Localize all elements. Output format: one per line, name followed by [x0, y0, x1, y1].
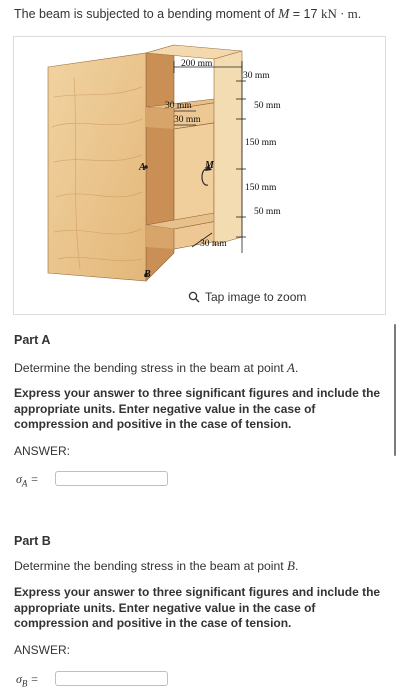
part-b-prompt-end: .: [294, 559, 299, 573]
part-a-prompt: [14, 360, 298, 376]
dim-30-top: 30 mm: [243, 71, 270, 81]
label-point-a: A: [139, 162, 146, 173]
part-b-title: Part B: [14, 534, 51, 548]
sigma-b-subscript: B: [21, 678, 28, 689]
dim-30-bottom: 30 mm: [200, 239, 227, 249]
sigma-a-input[interactable]: [55, 471, 168, 486]
magnifier-icon: [188, 291, 200, 303]
scrollbar[interactable]: [394, 324, 396, 456]
moment-period: .: [357, 7, 362, 21]
beam-illustration: [14, 37, 385, 314]
moment-unit: kN · m: [320, 6, 358, 21]
beam-figure[interactable]: [13, 36, 386, 315]
dim-150-2: 150 mm: [245, 183, 277, 193]
dim-150-1: 150 mm: [245, 138, 277, 148]
dim-200: 200 mm: [181, 59, 213, 69]
zoom-hint[interactable]: [188, 290, 306, 304]
zoom-hint-text: Tap image to zoom: [205, 290, 307, 304]
sigma-a-subscript: A: [21, 478, 28, 489]
part-b-instructions: Express your answer to three significant figures and include the appropriate units. Enter negative value in the case of compression and positive in the case of tension.: [14, 585, 381, 630]
sigma-b-input[interactable]: [55, 671, 168, 686]
dim-30-inner-2: 30 mm: [174, 115, 201, 125]
sigma-b-label: [16, 672, 39, 688]
dim-50-bottom: 50 mm: [254, 207, 281, 217]
part-a-instructions: Express your answer to three significant figures and include the appropriate units. Enter negative value in the case of compression and positive in the case of tension.: [14, 386, 381, 431]
dim-30-inner-1: 30 mm: [165, 101, 192, 111]
sigma-b-symbol: σ: [16, 672, 22, 686]
dim-50-top: 50 mm: [254, 101, 281, 111]
label-point-b: B: [144, 269, 151, 280]
part-a-title: Part A: [14, 333, 51, 347]
label-moment: M: [205, 160, 214, 171]
sigma-b-equals: =: [27, 672, 39, 686]
sigma-a-equals: =: [27, 472, 39, 486]
sigma-a-label: [16, 472, 39, 488]
part-a-point: A: [287, 360, 295, 375]
part-a-prompt-end: .: [294, 361, 299, 375]
part-a-answer-label: ANSWER:: [14, 444, 71, 458]
part-b-answer-label: ANSWER:: [14, 643, 71, 657]
part-b-prompt-text: Determine the bending stress in the beam at point: [14, 559, 284, 573]
part-b-prompt: [14, 558, 298, 574]
part-b-point: B: [287, 558, 295, 573]
moment-symbol: M: [278, 6, 290, 21]
moment-value: = 17: [289, 7, 321, 21]
problem-intro-text: The beam is subjected to a bending moment of: [14, 7, 275, 21]
part-a-prompt-text: Determine the bending stress in the beam at point: [14, 361, 284, 375]
sigma-a-symbol: σ: [16, 472, 22, 486]
problem-statement: [14, 6, 361, 22]
